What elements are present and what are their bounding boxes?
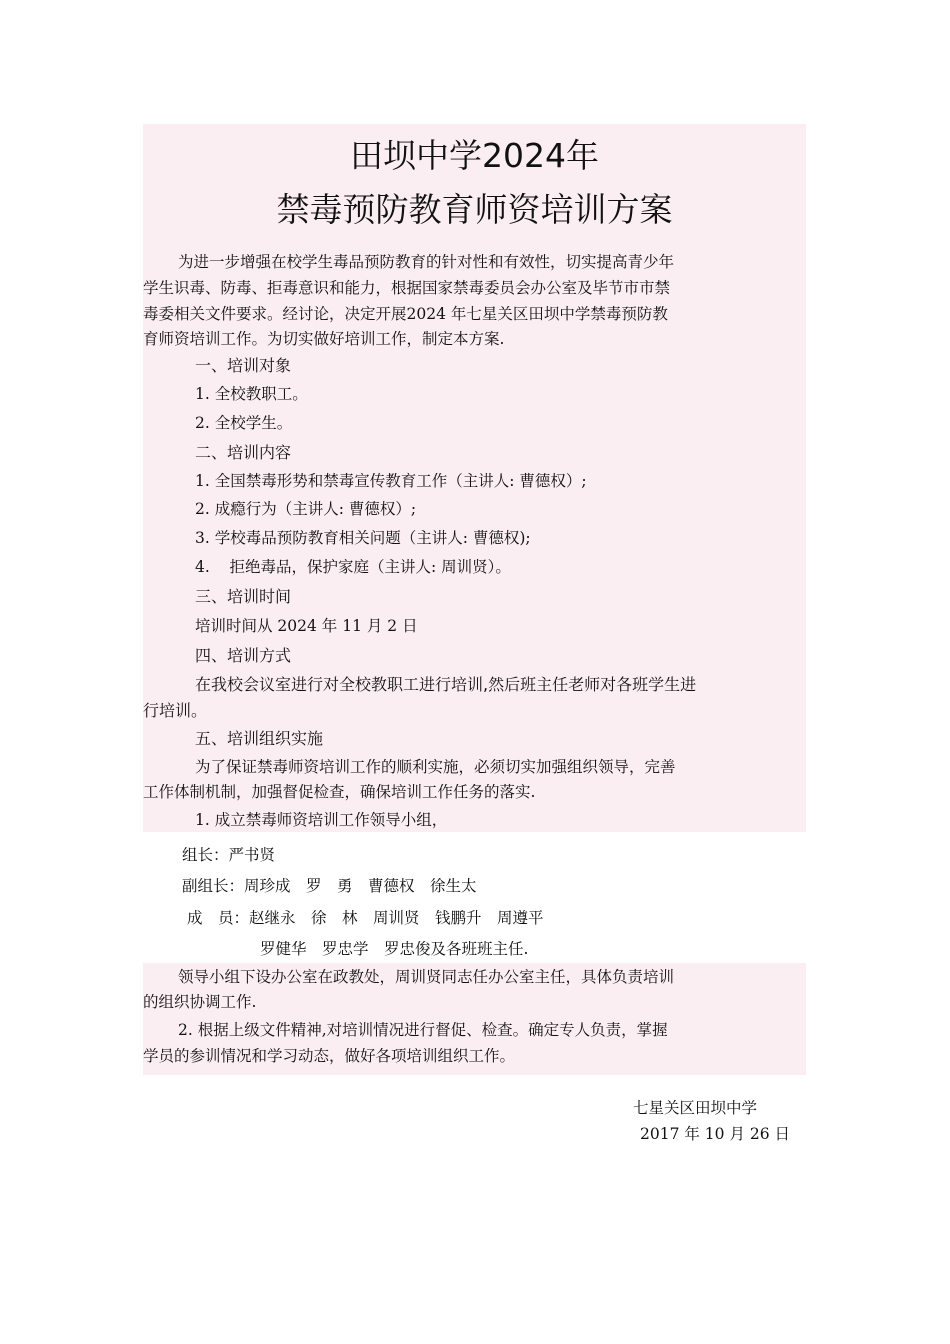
section-heading-4: 四、培训方式 xyxy=(195,646,292,665)
intro-line-4: 育师资培训工作。为切实做好培训工作，制定本方案. xyxy=(143,330,505,348)
section-heading-1: 一、培训对象 xyxy=(195,356,292,375)
sec1-item-2: 2. 全校学生。 xyxy=(195,414,293,432)
group-members-line-1: 成 员：赵继永 徐 林 周训贤 钱鹏升 周遵平 xyxy=(187,909,544,927)
document-title-line1: 田坝中学2024年 xyxy=(350,136,599,175)
office-line-2: 的组织协调工作. xyxy=(143,993,257,1011)
intro-line-3: 毒委相关文件要求。经讨论，决定开展2024 年七星关区田坝中学禁毒预防教 xyxy=(143,305,668,323)
sec2-item-2: 2. 成瘾行为（主讲人: 曹德权）; xyxy=(195,500,417,518)
sec2-item-4: 4. 拒绝毒品，保护家庭（主讲人: 周训贤）。 xyxy=(195,558,511,576)
sec4-text-line-1: 在我校会议室进行对全校教职工进行培训,然后班主任老师对各班学生进 xyxy=(195,675,697,694)
group-leader: 组长：严书贤 xyxy=(182,846,276,864)
office-line-1: 领导小组下设办公室在政教处，周训贤同志任办公室主任，具体负责培训 xyxy=(178,968,675,986)
sec5-para-line-1: 为了保证禁毒师资培训工作的顺利实施，必须切实加强组织领导，完善 xyxy=(195,758,676,776)
sec2-item-3: 3. 学校毒品预防教育相关问题（主讲人: 曹德权); xyxy=(195,529,531,547)
sec3-text: 培训时间从 2024 年 11 月 2 日 xyxy=(195,617,418,635)
section-heading-5: 五、培训组织实施 xyxy=(195,729,324,748)
sec5-para-line-2: 工作体制机制，加强督促检查，确保培训工作任务的落实. xyxy=(143,783,536,801)
sec4-text-line-2: 行培训。 xyxy=(143,701,208,720)
signature-organization: 七星关区田坝中学 xyxy=(633,1099,758,1117)
intro-line-2: 学生识毒、防毒、拒毒意识和能力，根据国家禁毒委员会办公室及毕节市市禁 xyxy=(143,279,671,297)
sec5-item-1: 1. 成立禁毒师资培训工作领导小组， xyxy=(195,811,448,829)
group-deputy-leaders: 副组长：周珍成 罗 勇 曹德权 徐生太 xyxy=(182,877,477,895)
section-heading-2: 二、培训内容 xyxy=(195,443,292,462)
section-heading-3: 三、培训时间 xyxy=(195,587,292,606)
group-members-line-2: 罗健华 罗忠学 罗忠俊及各班班主任. xyxy=(260,940,529,958)
signature-date: 2017 年 10 月 26 日 xyxy=(640,1125,791,1143)
sec5-item-2-line-2: 学员的参训情况和学习动态，做好各项培训组织工作。 xyxy=(143,1047,516,1065)
sec1-item-1: 1. 全校教职工。 xyxy=(195,385,308,403)
sec5-item-2-line-1: 2. 根据上级文件精神,对培训情况进行督促、检查。确定专人负责，掌握 xyxy=(178,1021,668,1039)
sec2-item-1: 1. 全国禁毒形势和禁毒宣传教育工作（主讲人: 曹德权）; xyxy=(195,472,587,490)
intro-line-1: 为进一步增强在校学生毒品预防教育的针对性和有效性，切实提高青少年 xyxy=(178,253,675,271)
document-title-line2: 禁毒预防教育师资培训方案 xyxy=(276,190,673,229)
